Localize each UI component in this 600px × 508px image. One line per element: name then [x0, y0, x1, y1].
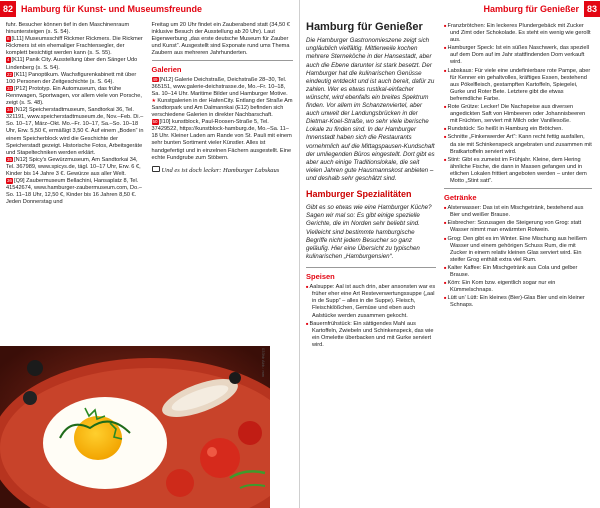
entry-text: fuhr. Besucher können tief in den Maschinenraum hinuntersteigen (s. S. 54).	[6, 22, 130, 36]
map-marker-icon: 4	[7, 57, 10, 63]
entry-text: [N12] Speicherstadtmuseum, Sandtorkai 36, Tel. 321191, www.speicherstadtmuseum.de, Nov.–Feb. Di.–So. 10–17, März–Okt. Mo.–Fr. 10–17, Sa.–So. 10–18 Uhr, Erw. 5,50 €, ermäßigt 3,50 €. Auf einem „Boden“ in einem Speicherblock wird die Geschichte der Speicherstadt gezeigt. Historische Fotos, Arbeitsgeräte und Stapeltechniken werden erklärt.	[6, 107, 144, 156]
section-title-speisen: Speisen	[306, 272, 335, 282]
list-item: ■ Aalsuppe: Aal ist auch drin, aber ansonsten war es früher eher eine Art Resteverwertungssuppe („aal in de Supp“ – alles in die Suppe). Fleisch, Fleischklößchen, Gemüse und eben auch Aalstücke werden zusammen gekocht.	[306, 283, 436, 319]
star-icon: ★	[151, 97, 158, 104]
listing-entry	[6, 157, 146, 178]
list-item: ■ Köm: Ein Kom bzw. eigentlich sogar nur ein Kümmelschnaps.	[444, 279, 592, 294]
map-marker-icon: 49	[152, 76, 158, 82]
section-title-specialties: Hamburger Spezialitäten	[306, 188, 412, 199]
listing-entry	[152, 77, 294, 98]
listing-entry	[6, 22, 146, 36]
list-item: ■ Lütt un' Lütt: Ein kleines (Bier)-Glas Bier und ein kleiner Schnaps.	[444, 294, 592, 309]
map-marker-icon: 22	[7, 71, 13, 77]
list-item: ■ Alsterwasser: Das ist ein Mischgetränk, bestehend aus Bier und weißer Brause.	[444, 204, 592, 219]
list-item: ■ Rote Grütze: Lecker! Die Nachspeise aus diversen angedickten Saft von Himbeeren oder Johannisbeeren mit Früchten, serviert mit Milch oder Vanillesoße.	[444, 103, 592, 125]
page-number: 83	[584, 1, 600, 17]
list-item: ■ Grog: Den gibt es im Winter. Eine Mischung aus heißem Wasser und einem gehörigen Schuss Rum, die mit Zucker in einem relativ kleinen Glas serviert wird. Ein steifer Grog enthält extra viel Rum.	[444, 235, 592, 264]
section-title-galerien: Galerien	[151, 65, 182, 75]
map-marker-icon: 35	[7, 156, 13, 162]
running-head: Hamburg für Kunst- und Museumsfreunde	[21, 4, 203, 14]
right-column-1	[306, 22, 436, 349]
list-item: ■ Kalter Kaffee: Ein Mischgetränk aus Cola und gelber Brause.	[444, 264, 592, 279]
list-item: ■ Eisbrecher: Sozusagen die Steigerung von Grog: statt Wasser nimmt man erwärmten Rotwein.	[444, 219, 592, 234]
page-title: Hamburg für Genießer	[306, 21, 423, 33]
list-item: ■ Franzbrötchen: Ein leckeres Plundergebäck mit Zucker und Zimt oder Schokolade. Es steht ein wenig wie gerollt aus.	[444, 22, 592, 44]
map-marker-icon: 34	[7, 107, 13, 113]
running-head: Hamburg für Genießer	[483, 4, 579, 14]
map-marker-icon: 33	[7, 85, 13, 91]
list-item: ■ Bauernfrühstück: Ein sättigendes Mahl aus Kartoffeln, Zwiebeln und Schinkenspeck, das wie ein Omelette überbacken und mit Gurke serviert wird.	[306, 320, 436, 349]
listing-entry	[152, 119, 294, 162]
list-item: ■ Labskaus: Für viele eine undefinierbare rote Pampe, aber für Kenner ein gehaltvolles, kräftiges Essen, bestehend aus Pökelfleisch, gestampften Kartoffeln, Spiegelei, Gurke und Roter Bete. Letztere gibt die etwas befremdliche Farbe.	[444, 67, 592, 103]
listing-entry	[6, 72, 146, 86]
page-number: 82	[0, 1, 16, 17]
entry-text: [I10] kunstblock, Paul-Roosen-Straße 5, Tel. 37429522, https://kunstblock-hamburg.de, Mo.–Sa. 11–18 Uhr. Kleiner Laden am Rande von St. Pauli mit einem sehr bunten Sortiment vieler Künstler. Alles ist handgefertigt und in einzelnen Fächern ausgestellt. Eine echte Fundgrube zum Stöbern.	[151, 119, 292, 161]
entry-text: [K11] Panoptikum. Wachsfigurenkabinett mit über 100 Personen der Zeitgeschichte (s. S. 64).	[6, 71, 137, 85]
photo-credit: 033hb Abb.: mm	[261, 348, 266, 378]
map-marker-icon: 8	[7, 36, 10, 42]
zauber-continued: Freitag um 20 Uhr findet ein Zauberabend statt (34,50 € inklusive Besuch der Ausstellung ab 20 Uhr). Laut Eigenwerbung „das erste deutsche Museum für Zauber und Kunst“. Ausgestellt sind Exponate rund ums Thema Zaubern aus mehreren Jahrhunderten.	[151, 22, 290, 57]
specialties-intro: Gibt es so etwas wie eine Hamburger Küche? Sagen wir mal so: Es gibt einige spezielle Gerichte, die im Norden sehr beliebt sind. Vielleicht sind bestimmte hamburgische Begriffe nicht jedem Besucher so ganz geläufig. Hier eine Übersicht zu typischen kulinarischen „Hamburgensien“.	[306, 204, 432, 260]
entry-text: Kunstgalerien in der HafenCity. Entlang der Straße Am Sandtorpark und Am Dalmannkai (E12) befinden sich verschiedene Galerien in direkter Nachbarschaft.	[151, 97, 293, 119]
divider	[152, 60, 294, 61]
listing-entry	[6, 86, 146, 107]
entry-text: [P12] Prototyp. Ein Automuseum, das frühe Rennwagen, Sportwagen, vor allem viele von Porsche, zeigt (s. S. 48).	[6, 85, 142, 107]
list-item: ■ Hamburger Speck: Ist ein süßes Naschwerk, das speziell auf dem Dom auf im Jahr stattfindenden Dom verkauft wird.	[444, 44, 592, 66]
listing-entry	[6, 57, 146, 71]
camera-icon	[152, 166, 160, 172]
map-marker-icon: 36	[7, 178, 13, 184]
listing-entry	[6, 107, 146, 157]
list-item: ■ Stint: Gibt es zumeist im Frühjahr. Kleine, dem Hering ähnliche Fische, die dann in Massen gefangen und in etlichen Lokalen frittiert angeboten werden – unter dem Motto „Stint satt“.	[444, 156, 592, 185]
list-item: ■ Schnitte „Finkenwerder Art“: Kann recht fettig ausfallen, da sie mit Schinkenspeck angebraten und zusammen mit Bratkartoffeln serviert wird.	[444, 133, 592, 155]
section-title-getraenke: Getränke	[444, 193, 477, 203]
right-header	[300, 0, 600, 18]
divider	[444, 188, 592, 189]
entry-text: [L11] Museumsschiff Rickmer Rickmers. Die Rickmer Rickmers ist ein ehemaliger Frachtensegler, der komplett besichtigt werden kann (s. S. 55).	[6, 36, 143, 57]
intro-text: Die Hamburger Gastronomieszene zeigt sich ungläublich vielfältig. Mittlerweile kochen mehrere Sterneköche in der Hansestadt, aber auch die Ebene darunter ist stark besetzt. Der Hamburger hat die kulinarischen Genüsse eindeutig entdeckt und ist auch bereit, dafür zu zahlen. Wer es etwas rustikal-einfacher wünscht, wird ebenfalls ein breites Spektrum finden. Vor allem im Schanzenviertel, aber auch unweit der Landungsbrücken in der Dietmar-Koel-Straße, wo sehr viele iberische Lokale zu finden sind. In der Hamburger Innenstadt haben sich die Restaurants vornehmlich auf die Mittagspausen-Kundschaft der umliegenden Büros eingestellt. Dort gibt es aber auch einige Traditionslokale, die seit vielen Jahren gute Hausmannskost anbieten – und deshalb sehr geschätzt sind.	[306, 37, 435, 182]
food-photo-illustration	[0, 338, 270, 508]
right-page	[300, 0, 600, 508]
listing-entry	[152, 98, 294, 119]
labskaus-photo	[0, 338, 270, 508]
left-column-1	[6, 22, 146, 206]
listing-entry	[6, 178, 146, 206]
photo-caption: Und es ist doch lecker: Hamburger Labskaus	[152, 166, 294, 175]
listing-entry	[6, 36, 146, 57]
left-header	[0, 0, 299, 18]
entry-text: [Q9] Zaubermuseum Bellachini, Hansaplatz 8, Tel. 41542674, www.hamburger-zaubermuseum.com, Do.–So. 11–18 Uhr, 12,50 €, Kinder bis 16 Jahren 8,50 €. Jeden Donnerstag und	[6, 178, 142, 206]
divider	[306, 267, 436, 268]
entry-text: [N12] Spicy's Gewürzmuseum, Am Sandtorkai 34, Tel. 367989, www.spicys.de, tägl. 10–17 Uhr, Erw. 6 €, Kinder bis 14 Jahre 3 €. Gewürze aus aller Welt.	[6, 156, 141, 177]
right-column-2	[444, 22, 592, 349]
left-column-2	[152, 22, 294, 206]
map-marker-icon: 50	[152, 119, 158, 125]
entry-text: [K11] Panik City. Ausstellung über den Sänger Udo Lindenberg (s. S. 54).	[6, 57, 138, 71]
entry-text: [N12] Galerie Deichstraße, Deichstraße 28–30, Tel. 365151, www.galerie-deichstrasse.de, Mo.–Fr. 10–18, Sa. 10–14 Uhr. Maritime Bilder und Hamburger Motive.	[151, 76, 288, 97]
list-item: ■ Rundstück: So heißt in Hamburg ein Brötchen.	[444, 125, 592, 133]
